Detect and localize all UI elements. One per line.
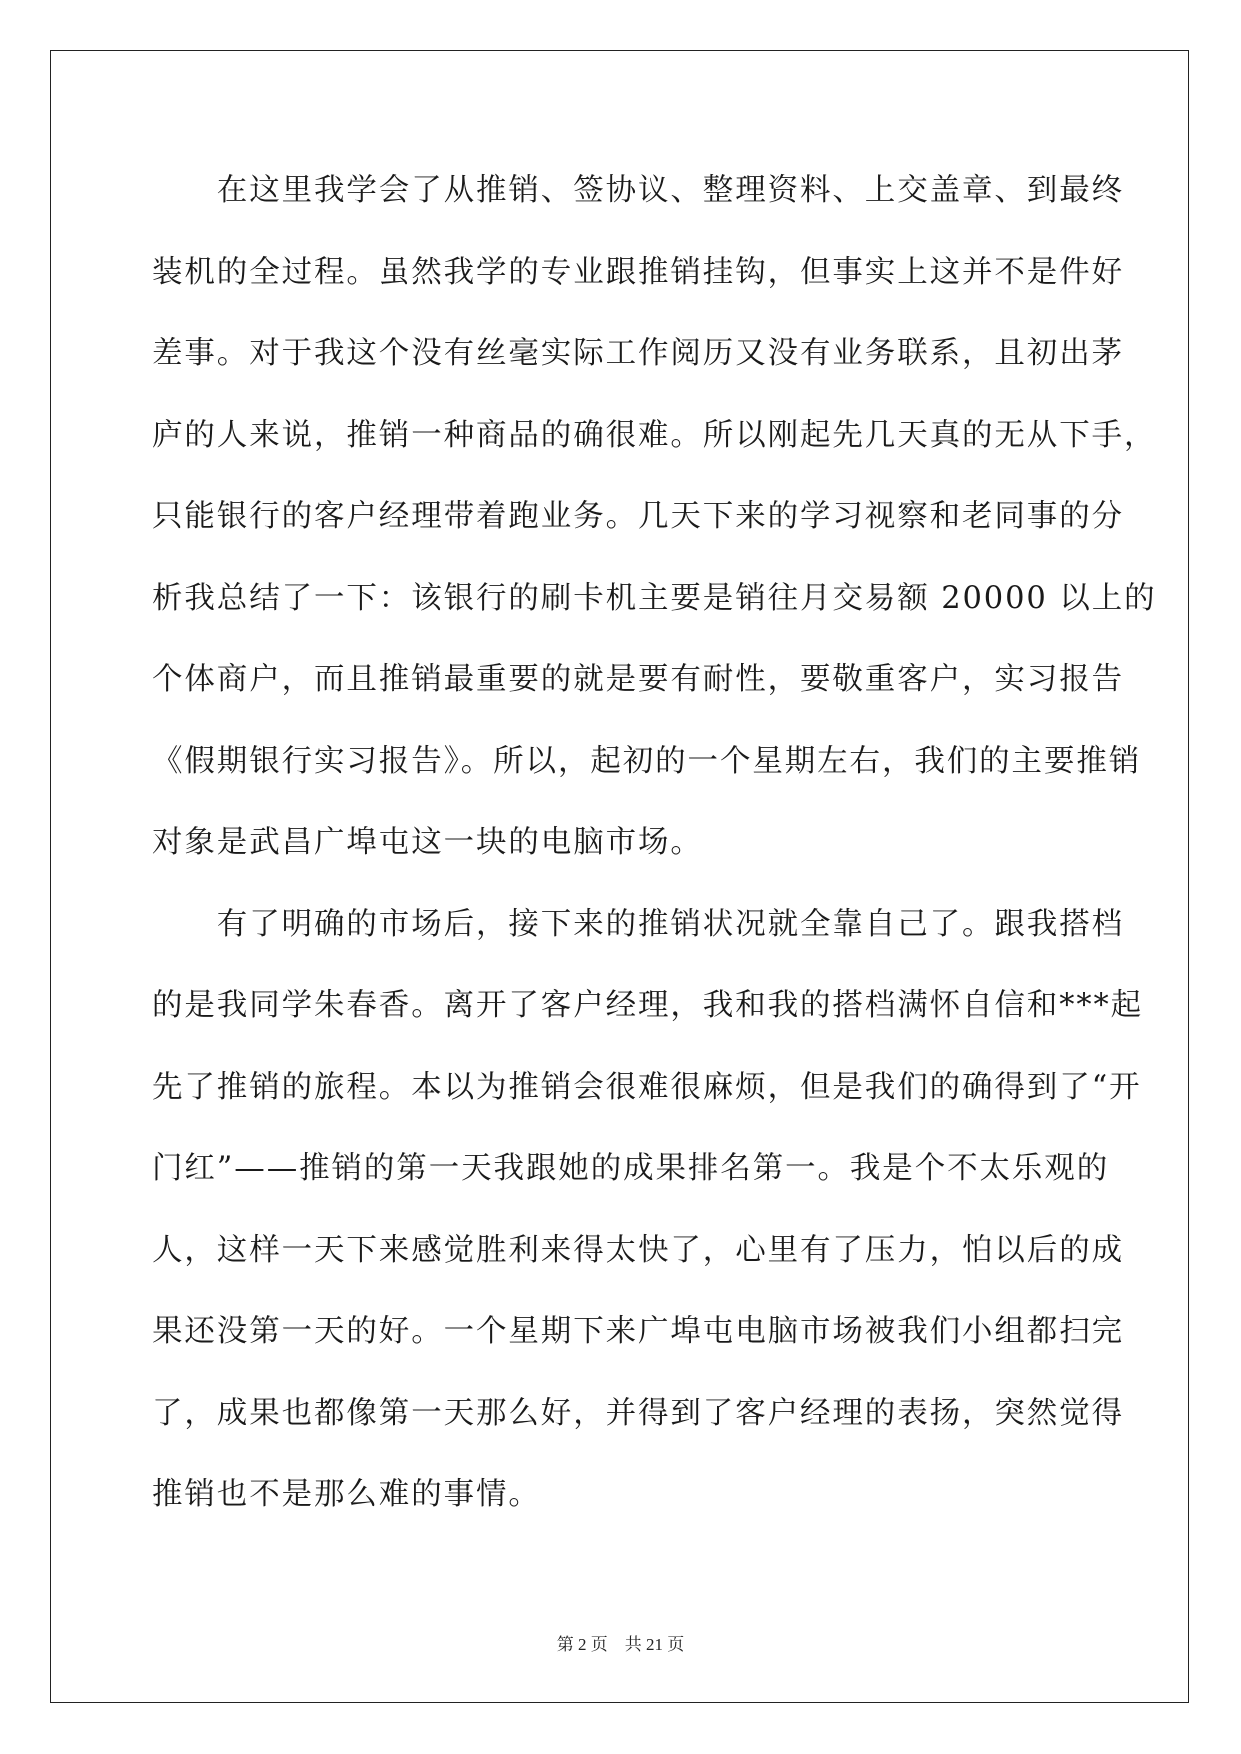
text-line: 人，这样一天下来感觉胜利来得太快了，心里有了压力，怕以后的成 xyxy=(152,1232,1124,1268)
text-line: 的是我同学朱春香。离开了客户经理，我和我的搭档满怀自信和***起 xyxy=(152,988,1144,1023)
text-line: 《假期银行实习报告》。所以，起初的一个星期左右，我们的主要推销 xyxy=(152,743,1142,779)
text-line: 差事。对于我这个没有丝毫实际工作阅历又没有业务联系，且初出茅 xyxy=(152,336,1124,371)
text-line: 门红”——推销的第一天我跟她的成果排名第一。我是个不太乐观的 xyxy=(152,1151,1110,1186)
page-number-footer: 第 2 页 共 21 页 xyxy=(556,1635,685,1654)
text-line: 庐的人来说，推销一种商品的确很难。所以刚起先几天真的无从下手， xyxy=(152,417,1157,453)
text-line: 装机的全过程。虽然我学的专业跟推销挂钩，但事实上这并不是件好 xyxy=(152,254,1124,290)
paragraph-1 xyxy=(152,163,1157,897)
text-line: 推销也不是那么难的事情。 xyxy=(152,1477,541,1512)
paragraph-2 xyxy=(152,897,1144,1549)
text-line: 先了推销的旅程。本以为推销会很难很麻烦，但是我们的确得到了“开 xyxy=(152,1069,1142,1105)
document-body xyxy=(152,163,1157,1549)
text-line: 只能银行的客户经理带着跑业务。几天下来的学习视察和老同事的分 xyxy=(152,499,1124,534)
text-line: 在这里我学会了从推销、签协议、整理资料、上交盖章、到最终 xyxy=(152,173,1124,208)
text-line: 了，成果也都像第一天那么好，并得到了客户经理的表扬，突然觉得 xyxy=(152,1395,1124,1431)
text-line: 果还没第一天的好。一个星期下来广埠屯电脑市场被我们小组都扫完 xyxy=(152,1314,1124,1349)
text-line: 个体商户，而且推销最重要的就是要有耐性，要敬重客户，实习报告 xyxy=(152,662,1124,697)
text-line: 析我总结了一下：该银行的刷卡机主要是销往月交易额 20000 以上的 xyxy=(152,580,1157,616)
text-line: 有了明确的市场后，接下来的推销状况就全靠自己了。跟我搭档 xyxy=(152,906,1124,942)
text-line: 对象是武昌广埠屯这一块的电脑市场。 xyxy=(152,825,703,860)
